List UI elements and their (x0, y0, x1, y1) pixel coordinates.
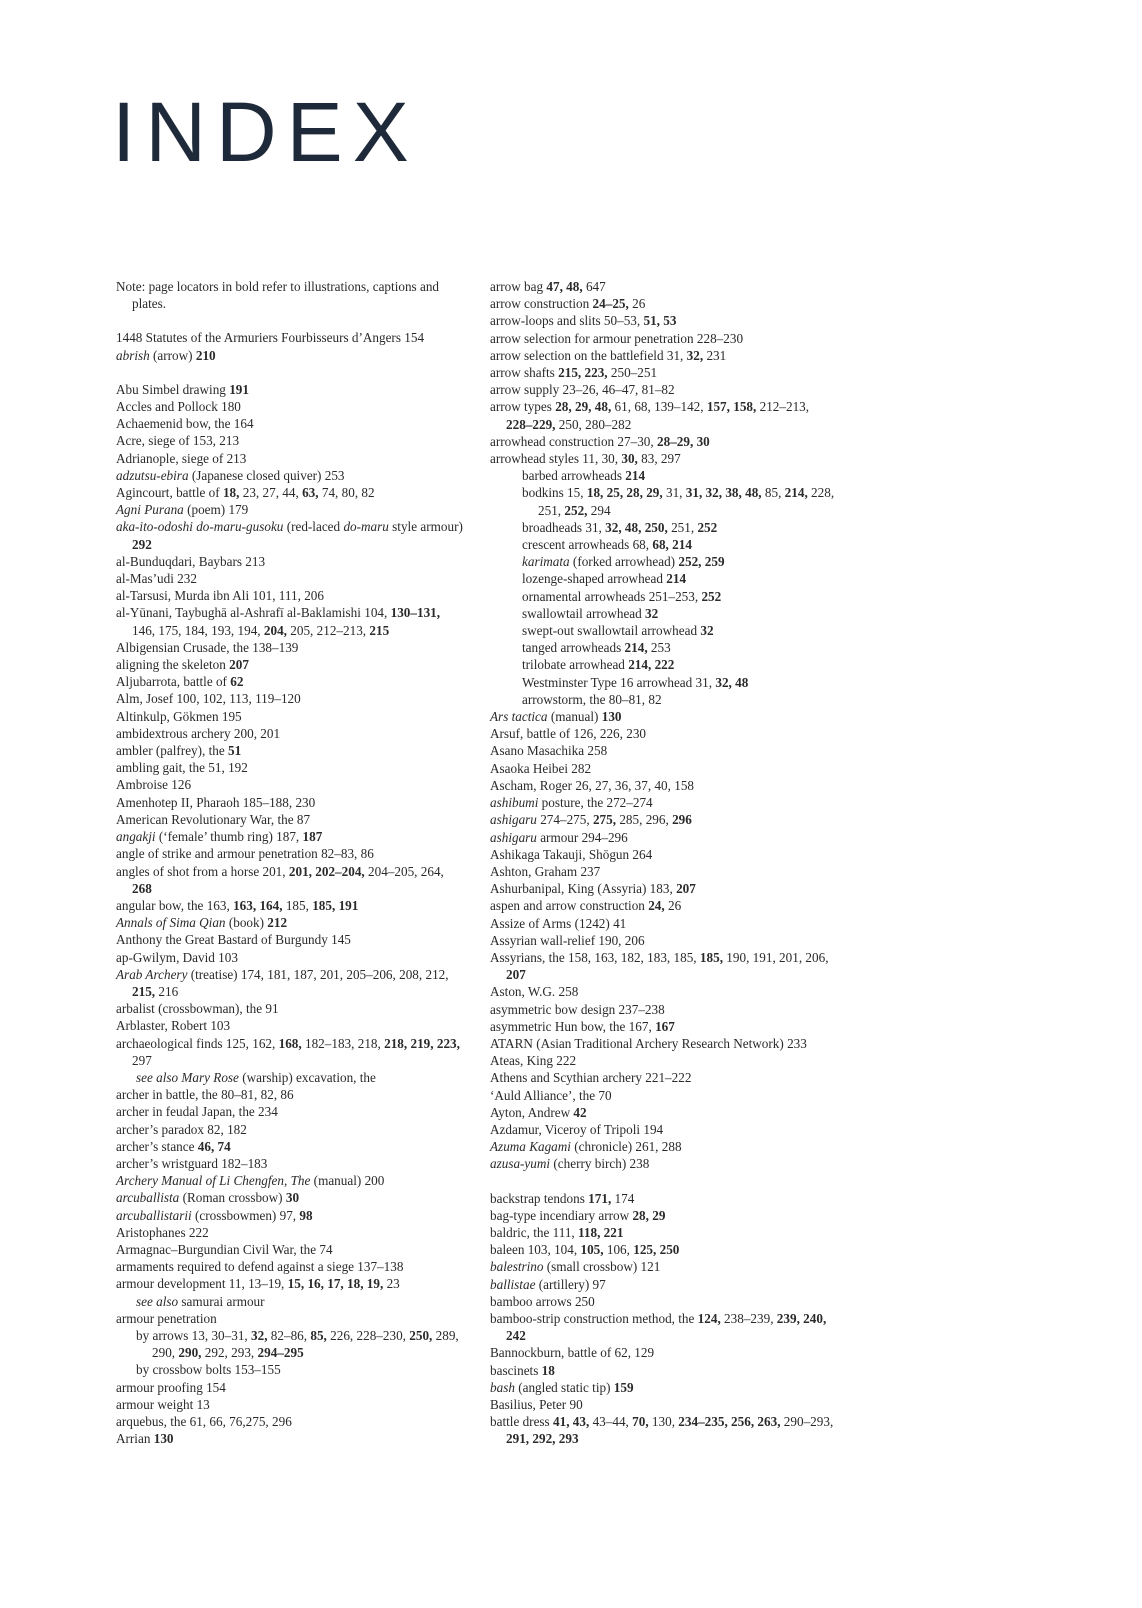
index-entry: Azdamur, Viceroy of Tripoli 194 (490, 1121, 664, 1137)
index-entry: armaments required to defend against a siege 137–138 (116, 1259, 404, 1275)
index-entry: Abu Simbel drawing 191 (116, 381, 249, 397)
index-entry: ambidextrous archery 200, 201 (116, 725, 281, 741)
index-entry: Accles and Pollock 180 (116, 399, 241, 415)
index-entry: archer’s paradox 82, 182 (116, 1121, 247, 1137)
index-subentry: trilobate arrowhead 214, 222 (522, 657, 675, 673)
index-entry: ATARN (Asian Traditional Archery Research Network) 233 (490, 1035, 807, 1051)
index-entry: aka-ito-odoshi do-maru-gusoku (red-laced do-maru style armour) 292 (116, 519, 463, 552)
index-entry: ambler (palfrey), the 51 (116, 743, 242, 759)
index-entry: Arblaster, Robert 103 (116, 1018, 231, 1034)
index-entry: Basilius, Peter 90 (490, 1397, 583, 1412)
index-entry: Annals of Sima Qian (book) 212 (116, 915, 288, 931)
index-entry: Albigensian Crusade, the 138–139 (116, 639, 299, 655)
index-entry: asymmetric bow design 237–238 (490, 1001, 665, 1017)
index-entry: ambling gait, the 51, 192 (116, 760, 248, 776)
index-entry: Note: page locators in bold refer to illustrations, captions and plates. (116, 279, 440, 312)
index-entry: Alm, Josef 100, 102, 113, 119–120 (116, 691, 301, 707)
index-subentry: broadheads 31, 32, 48, 250, 251, 252 (522, 519, 718, 535)
index-subentry: by arrows 13, 30–31, 32, 82–86, 85, 226, 228–230, 250, 289, 290, 290, 292, 293, 294–295 (136, 1327, 459, 1361)
index-subentry: lozenge-shaped arrowhead 214 (522, 571, 687, 587)
index-subentry: crescent arrowheads 68, 68, 214 (522, 537, 692, 553)
index-entry: ‘Auld Alliance’, the 70 (490, 1087, 612, 1103)
index-entry: al-Tarsusi, Murda ibn Ali 101, 111, 206 (116, 588, 324, 604)
index-subentry: see also samurai armour (136, 1293, 265, 1309)
index-entry: arrow supply 23–26, 46–47, 81–82 (490, 382, 675, 398)
entry-gap (116, 312, 466, 329)
index-entry: al-Mas’udi 232 (116, 571, 197, 587)
index-entry: arquebus, the 61, 66, 76,275, 296 (116, 1414, 292, 1429)
index-subentry: arrowstorm, the 80–81, 82 (522, 691, 662, 707)
index-entry: arrowhead styles 11, 30, 30, 83, 297 (490, 451, 681, 467)
index-entry: archer’s wristguard 182–183 (116, 1155, 268, 1171)
index-entry: Ashton, Graham 237 (490, 863, 601, 879)
index-entry: Asaoka Heibei 282 (490, 760, 592, 776)
index-entry: aligning the skeleton 207 (116, 657, 249, 673)
index-entry: Aljubarrota, battle of 62 (116, 674, 244, 690)
index-entry: Amenhotep II, Pharaoh 185–188, 230 (116, 794, 316, 810)
index-entry: Armagnac–Burgundian Civil War, the 74 (116, 1241, 333, 1257)
index-entry: archer in battle, the 80–81, 82, 86 (116, 1087, 294, 1103)
index-entry: archer in feudal Japan, the 234 (116, 1104, 278, 1120)
index-entry: angular bow, the 163, 163, 164, 185, 185, 191 (116, 897, 359, 913)
index-column-left (116, 278, 466, 1447)
index-entry: arrowhead construction 27–30, 28–29, 30 (490, 433, 710, 449)
index-entry: armour proofing 154 (116, 1379, 226, 1395)
index-entry: Asano Masachika 258 (490, 743, 608, 759)
index-entry: angles of shot from a horse 201, 201, 202–204, 204–205, 264, 268 (116, 863, 444, 896)
index-entry: abrish (arrow) 210 (116, 347, 216, 363)
entry-gap (116, 364, 466, 381)
index-entry: Athens and Scythian archery 221–222 (490, 1070, 692, 1086)
index-entry: aspen and arrow construction 24, 26 (490, 898, 682, 914)
index-entry: Ateas, King 222 (490, 1053, 577, 1069)
index-entry: archer’s stance 46, 74 (116, 1138, 231, 1154)
index-entry: armour weight 13 (116, 1396, 210, 1412)
index-entry: Bannockburn, battle of 62, 129 (490, 1345, 655, 1361)
index-entry: Anthony the Great Bastard of Burgundy 145 (116, 932, 351, 948)
index-entry: Acre, siege of 153, 213 (116, 433, 240, 449)
index-entry: angakji (‘female’ thumb ring) 187, 187 (116, 829, 323, 845)
index-entry: baldric, the 111, 118, 221 (490, 1224, 624, 1240)
index-entry: baleen 103, 104, 105, 106, 125, 250 (490, 1242, 680, 1258)
index-entry: Agni Purana (poem) 179 (116, 502, 249, 518)
index-entry: Aristophanes 222 (116, 1224, 209, 1240)
index-entry: arrow types 28, 29, 48, 61, 68, 139–142, 157, 158, 212–213, 228–229, 250, 280–282 (490, 399, 810, 432)
index-subentry: karimata (forked arrowhead) 252, 259 (522, 554, 725, 570)
index-entry: Ashurbanipal, King (Assyria) 183, 207 (490, 881, 696, 897)
index-entry: backstrap tendons 171, 174 (490, 1190, 635, 1206)
index-subentry: by crossbow bolts 153–155 (136, 1362, 281, 1378)
index-entry: Arsuf, battle of 126, 226, 230 (490, 726, 647, 742)
index-subentry: Westminster Type 16 arrowhead 31, 32, 48 (522, 674, 749, 690)
index-entry: Arab Archery (treatise) 174, 181, 187, 201, 205–206, 208, 212, 215, 216 (116, 966, 449, 999)
index-entry: balestrino (small crossbow) 121 (490, 1259, 661, 1275)
index-entry: Altinkulp, Gökmen 195 (116, 708, 242, 724)
index-subentry: tanged arrowheads 214, 253 (522, 640, 671, 656)
index-entry: Assyrians, the 158, 163, 182, 183, 185, 185, 190, 191, 201, 206, 207 (490, 949, 829, 983)
index-entry: Ayton, Andrew 42 (490, 1104, 587, 1120)
index-column-right (490, 278, 835, 1448)
index-subentry: ornamental arrowheads 251–253, 252 (522, 588, 722, 604)
index-entry: armour development 11, 13–19, 15, 16, 17, 18, 19, 23 (116, 1276, 400, 1292)
index-entry: bag-type incendiary arrow 28, 29 (490, 1207, 666, 1223)
index-entry: arrow shafts 215, 223, 250–251 (490, 365, 658, 381)
index-entry: azusa-yumi (cherry birch) 238 (490, 1156, 650, 1172)
index-entry: arrow selection on the battlefield 31, 32, 231 (490, 347, 727, 363)
index-entry: al-Bunduqdari, Baybars 213 (116, 553, 266, 569)
index-subentry: swallowtail arrowhead 32 (522, 605, 659, 621)
index-entry: Achaemenid bow, the 164 (116, 416, 254, 432)
index-entry: battle dress 41, 43, 43–44, 70, 130, 234–235, 256, 263, 290–293, 291, 292, 293 (490, 1414, 834, 1447)
index-entry: arrow-loops and slits 50–53, 51, 53 (490, 313, 677, 329)
index-entry: arcuballista (Roman crossbow) 30 (116, 1190, 300, 1206)
index-entry: arbalist (crossbowman), the 91 (116, 1001, 279, 1017)
index-entry: adzutsu-ebira (Japanese closed quiver) 253 (116, 467, 345, 483)
index-entry: Arrian 130 (116, 1431, 174, 1447)
index-subentry: swept-out swallowtail arrowhead 32 (522, 623, 714, 639)
index-entry: bamboo arrows 250 (490, 1293, 595, 1309)
index-entry: bamboo-strip construction method, the 124, 238–239, 239, 240, 242 (490, 1310, 827, 1344)
index-entry: Assize of Arms (1242) 41 (490, 915, 627, 931)
index-entry: Ascham, Roger 26, 27, 36, 37, 40, 158 (490, 777, 695, 793)
index-entry: al-Yūnani, Taybughā al-Ashrafī al-Baklamishi 104, 130–131, 146, 175, 184, 193, 194, 204, 205, 212–213, 215 (116, 605, 441, 638)
index-subentry: bodkins 15, 18, 25, 28, 29, 31, 31, 32, 38, 48, 85, 214, 228, 251, 252, 294 (522, 485, 835, 518)
index-entry: arrow selection for armour penetration 228–230 (490, 330, 744, 346)
index-entry: asymmetric Hun bow, the 167, 167 (490, 1018, 675, 1034)
index-entry: American Revolutionary War, the 87 (116, 811, 311, 827)
index-entry: Ambroise 126 (116, 777, 192, 793)
index-entry: Adrianople, siege of 213 (116, 450, 247, 466)
index-entry: 1448 Statutes of the Armuriers Fourbisseurs d’Angers 154 (116, 330, 425, 346)
index-entry: bascinets 18 (490, 1362, 555, 1378)
index-entry: arrow construction 24–25, 26 (490, 296, 646, 312)
index-entry: arrow bag 47, 48, 647 (490, 279, 606, 294)
index-entry: ashigaru armour 294–296 (490, 829, 628, 845)
index-entry: ashibumi posture, the 272–274 (490, 795, 653, 811)
index-entry: Aston, W.G. 258 (490, 984, 579, 1000)
page-title: INDEX (112, 85, 419, 179)
index-entry: Agincourt, battle of 18, 23, 27, 44, 63, 74, 80, 82 (116, 485, 375, 501)
index-entry: archaeological finds 125, 162, 168, 182–183, 218, 218, 219, 223, 297 (116, 1035, 460, 1068)
entry-gap (490, 1173, 835, 1190)
index-entry: Azuma Kagami (chronicle) 261, 288 (490, 1139, 682, 1155)
index-entry: ballistae (artillery) 97 (490, 1276, 606, 1292)
index-entry: Ars tactica (manual) 130 (490, 709, 622, 725)
index-entry: Assyrian wall-relief 190, 206 (490, 932, 645, 948)
index-entry: angle of strike and armour penetration 82–83, 86 (116, 846, 374, 862)
index-entry: bash (angled static tip) 159 (490, 1379, 634, 1395)
index-entry: arcuballistarii (crossbowmen) 97, 98 (116, 1207, 313, 1223)
index-subentry: see also Mary Rose (warship) excavation, the (136, 1069, 376, 1085)
index-entry: ashigaru 274–275, 275, 285, 296, 296 (490, 812, 692, 828)
index-entry: Ashikaga Takauji, Shōgun 264 (490, 846, 653, 862)
index-entry: armour penetration (116, 1310, 217, 1326)
index-entry: Archery Manual of Li Chengfen, The (manual) 200 (116, 1173, 385, 1189)
index-entry: ap-Gwilym, David 103 (116, 949, 238, 965)
index-subentry: barbed arrowheads 214 (522, 468, 646, 484)
